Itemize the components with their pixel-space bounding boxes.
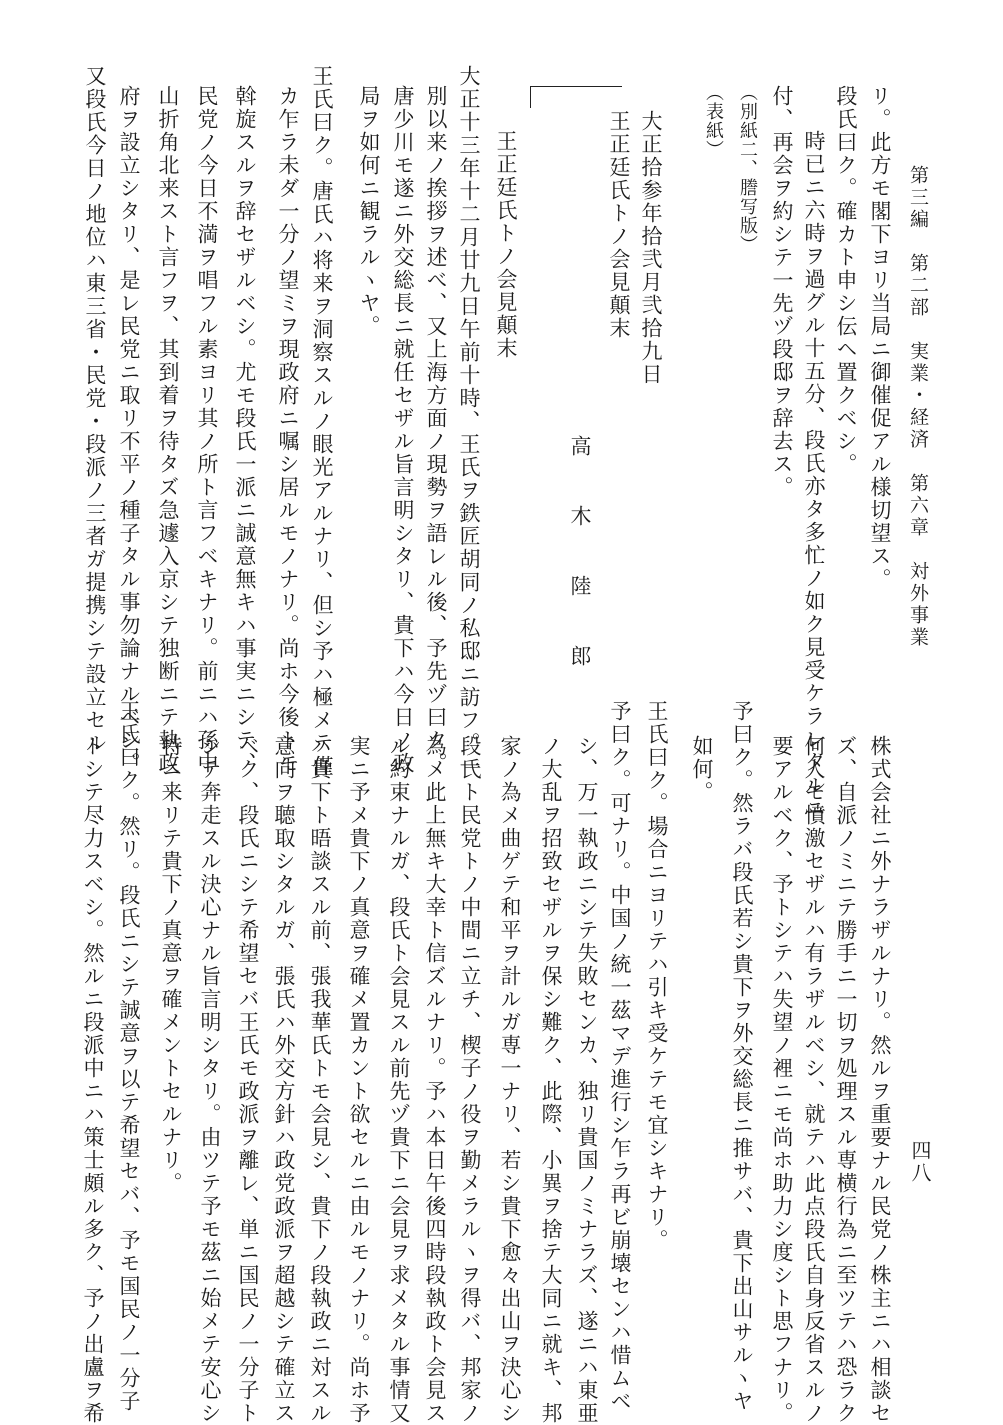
text-column: シ、万一執政ニシテ失敗センカ、独リ貴国ノミナラズ、遂ニハ東亜 [575,735,599,1425]
text-column: 王氏曰ク。然リ。段氏ニシテ誠意ヲ以テ希望セバ、予モ国民ノ一分子 [117,700,141,1413]
text-column: トシテ尽力スベシ。然ルニ段派中ニハ策士頗ル多ク、予ノ出盧ヲ希 [81,735,105,1425]
text-column: 大正十三年十二月廿九日午前十時、王氏ヲ鉄匠胡同ノ私邸ニ訪フ。一 [457,65,481,778]
text-column: 別以来ノ挨拶ヲ述べ、又上海方面ノ現勢ヲ語レル後、予先ヅ曰ク。 [424,85,448,775]
text-column: シテ奔走スル決心ナル旨言明シタリ。由ツテ予モ茲ニ始メテ安心シ [198,735,222,1425]
text-column: 如何。 [690,735,714,804]
text-column: 家ノ為メ曲ゲテ和平ヲ計ルガ専一ナリ、若シ貴下愈々出山ヲ決心シ [498,735,522,1425]
cover-title: 王正廷氏トノ会見顛末 [607,110,631,340]
text-column: 予曰ク。可ナリ。中国ノ統一茲マデ進行シ乍ラ再ビ崩壊センハ惜ムベ [608,700,632,1413]
text-column: 為メ此上無キ大幸ト信ズルナリ。予ハ本日午後四時段執政ト会見ス [423,735,447,1425]
text-column: ハ貴下ト晤談スル前、張我華氏トモ会見シ、貴下ノ段執政ニ対スル [308,735,332,1425]
text-column: 山折角北来スト言フヲ、其到着ヲ待タズ急遽入京シテ独断ニテ執政 [156,85,180,775]
text-column: 又段氏今日ノ地位ハ東三省・民党・段派ノ三者ガ提携シテ設立セル [83,65,107,755]
text-column: 民党ノ今日不満ヲ唱フル素ヨリ其ノ所ト言フベキナリ。前ニハ孫中 [195,85,219,775]
text-column: 実ニ予メ貴下ノ真意ヲ確メ置カント欲セルニ由ルモノナリ。尚ホ予 [347,735,371,1425]
text-column: 要アルベク、予トシテハ失望ノ裡ニモ尚ホ助力シ度シト思フナリ。 [770,735,794,1425]
text-column: 王氏曰ク。唐氏ハ将来ヲ洞察スルノ眼光アルナリ、但シ予ハ極メテ僅 [310,65,334,778]
text-column: カ乍ラ未ダ一分ノ望ミヲ現政府ニ嘱シ居ルモノナリ。尚ホ今後トモ [276,85,300,775]
text-column: 株式会社ニ外ナラザルナリ。然ルヲ重要ナル民党ノ株主ニハ相談セ [868,735,892,1425]
running-title: 第三編 第二部 実業・経済 第六章 対外事業 [907,165,929,649]
text-column: ベク、段氏ニシテ希望セバ王氏モ政派ヲ離レ、単ニ国民ノ一分子ト [236,735,260,1425]
text-column: 予曰ク。然ラバ段氏若シ貴下ヲ外交総長ニ推サバ、貴下出山サルヽヤ [730,700,754,1413]
cover-frame-rule [530,86,531,108]
text-column: 意向ヲ聴取シタルガ、張氏ハ外交方針ハ政党政派ヲ超越シテ確立ス [272,735,296,1425]
text-column: 何人モ憤激セザルハ有ラザルベシ、就テハ此点段氏自身反省スルノ [802,735,826,1425]
text-column: 府ヲ設立シタリ、是レ民党ニ取リ不平ノ種子タル事勿論ナルベシ。 [117,85,141,775]
bracket-note: （表紙） [703,83,724,159]
text-column: 段氏ト民党トノ中間ニ立チ、楔子ノ役ヲ勤メラルヽヲ得バ、邦家ノ [458,735,482,1425]
date-line: 大正拾参年拾弐月弐拾九日 [639,110,663,386]
page-number: 四八 [908,1140,932,1184]
text-column: 局ヲ如何ニ観ラルヽヤ。 [357,85,381,338]
author-name: 高 木 陸 郎 [568,435,592,680]
text-column: ル約束ナルガ、段氏ト会見スル前先ヅ貴下ニ会見ヲ求メタル事情又 [387,735,411,1425]
text-column: 特ニ来リテ貴下ノ真意ヲ確メントセルナリ。 [159,735,183,1195]
text-column: 唐少川モ遂ニ外交総長ニ就任セザル旨言明シタリ、貴下ハ今日ノ政 [391,85,415,775]
text-column: 王氏曰ク。場合ニヨリテハ引キ受ケテモ宜シキナリ。 [645,700,669,1252]
bracket-note: （別紙二、謄写版） [737,83,758,254]
text-column: 段氏曰ク。確カト申シ伝ヘ置クベシ。 [834,85,858,476]
text-column: ノ大乱ヲ招致セザルヲ保シ難ク、此際、小異ヲ捨テ大同ニ就キ、邦 [539,735,563,1425]
text-column: ズ、自派ノミニテ勝手ニ一切ヲ処理スル専横行為ニ至ツテハ恐ラク [834,735,858,1425]
text-column: 時已ニ六時ヲ過グル十五分、段氏亦タ多忙ノ如ク見受ケラレタルニ [802,130,826,820]
cover-frame-rule [530,86,622,87]
text-column: リ。此方モ閣下ヨリ当局ニ御催促アル様切望ス。 [868,85,892,591]
text-column: 付、再会ヲ約シテ一先ヅ段邸ヲ辞去ス。 [770,85,794,499]
text-column: 斡旋スルヲ辞セザルベシ。尤モ段氏一派ニ誠意無キハ事実ニシテ、 [233,85,257,775]
section-title: 王正廷氏トノ会見顛末 [494,130,518,360]
